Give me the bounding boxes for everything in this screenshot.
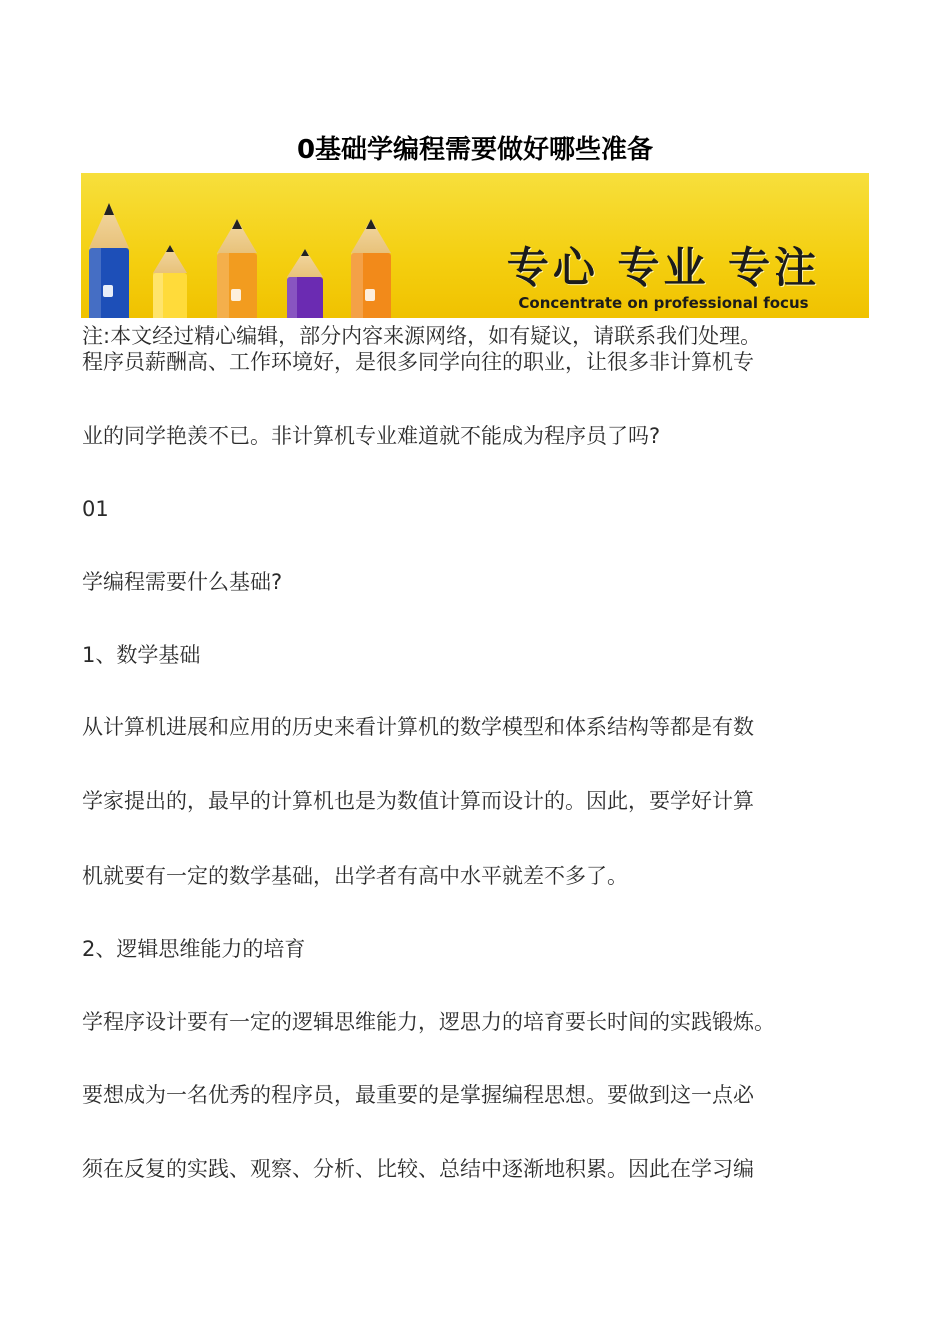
pencil-blue — [89, 203, 129, 318]
paragraph-line: 程序员薪酬高、工作环境好，是很多同学向往的职业，让很多非计算机专 — [82, 350, 754, 374]
pencil-orange-2 — [351, 219, 391, 318]
paragraph-line: 业的同学艳羡不已。非计算机专业难道就不能成为程序员了吗? — [82, 424, 661, 448]
subheading: 1、数学基础 — [82, 643, 201, 667]
section-number: 01 — [82, 497, 109, 521]
editor-note: 注:本文经过精心编辑，部分内容来源网络，如有疑议，请联系我们处理。 — [82, 324, 762, 348]
paragraph-line: 要想成为一名优秀的程序员，最重要的是掌握编程思想。要做到这一点必 — [82, 1083, 754, 1107]
paragraph-line: 学家提出的，最早的计算机也是为数值计算而设计的。因此，要学好计算 — [82, 789, 754, 813]
subheading: 2、逻辑思维能力的培育 — [82, 937, 306, 961]
document-title: 0基础学编程需要做好哪些准备 — [296, 135, 654, 165]
banner-slogan-english: Concentrate on professional focus — [518, 294, 809, 312]
paragraph-line: 学程序设计要有一定的逻辑思维能力，逻思力的培育要长时间的实践锻炼。 — [82, 1010, 775, 1034]
paragraph-line: 须在反复的实践、观察、分析、比较、总结中逐渐地积累。因此在学习编 — [82, 1157, 754, 1181]
banner-image — [81, 173, 869, 318]
paragraph-line: 从计算机进展和应用的历史来看计算机的数学模型和体系结构等都是有数 — [82, 715, 754, 739]
pencil-orange — [217, 219, 257, 318]
pencil-purple — [287, 249, 323, 318]
pencil-yellow — [153, 245, 187, 318]
banner-slogan: 专心 专业 专注 — [506, 243, 821, 292]
section-heading: 学编程需要什么基础? — [82, 570, 283, 594]
paragraph-line: 机就要有一定的数学基础，出学者有高中水平就差不多了。 — [82, 864, 628, 888]
